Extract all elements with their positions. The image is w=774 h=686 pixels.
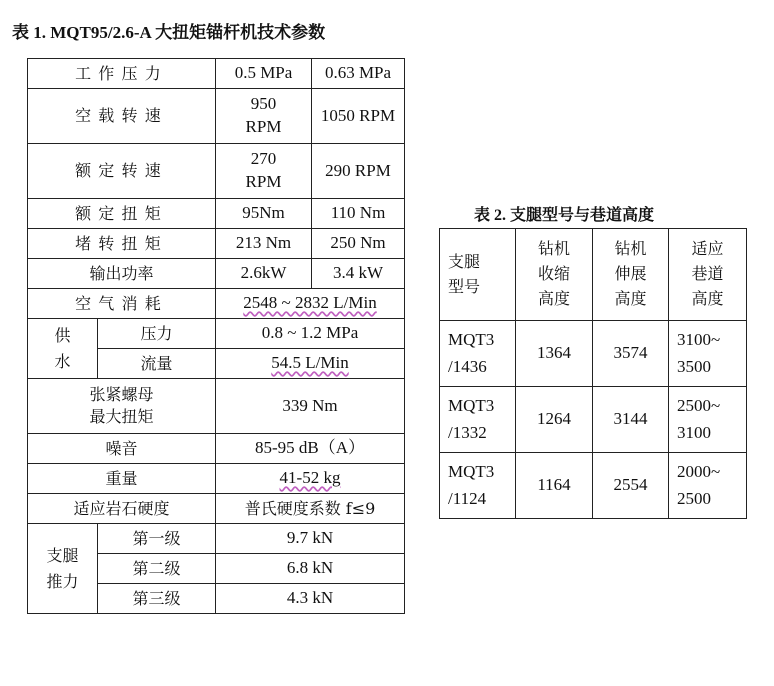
pressure-value-2: 0.63 MPa	[312, 59, 405, 89]
range-cell	[669, 321, 747, 387]
power-value-2: 3.4 kW	[312, 259, 405, 289]
table-row	[28, 259, 405, 289]
retract-cell: 1164	[516, 453, 593, 519]
water-flow-text: 54.5 L/Min	[271, 353, 349, 373]
water-pressure-value: 0.8 ~ 1.2 MPa	[216, 319, 405, 349]
table-row	[28, 319, 405, 349]
pressure-label: 工作压力	[28, 59, 216, 89]
water-flow-value	[216, 349, 405, 379]
noload-speed-value-2: 1050 RPM	[312, 89, 405, 144]
table-header-row	[440, 229, 747, 321]
weight-text: 41-52 kg	[279, 468, 341, 488]
power-label: 输出功率	[28, 259, 216, 289]
air-consumption-text: 2548 ~ 2832 L/Min	[243, 293, 377, 313]
pressure-value-1: 0.5 MPa	[216, 59, 312, 89]
range-cell	[669, 453, 747, 519]
header-leg-model-line2: 型号	[448, 276, 481, 296]
thrust-3-value: 4.3 kN	[216, 584, 405, 614]
water-flow-label: 流量	[98, 349, 216, 379]
rated-speed-value-1	[216, 144, 312, 199]
thrust-group-line2: 推力	[46, 571, 79, 591]
noise-label: 噪音	[28, 434, 216, 464]
header-leg-model-line1: 支腿	[448, 251, 481, 271]
table-row	[28, 434, 405, 464]
nut-torque-label-line2: 最大扭矩	[89, 407, 154, 426]
thrust-2-label: 第二级	[98, 554, 216, 584]
range-line2: 2500	[677, 488, 711, 508]
header-retract-line1: 钻机	[537, 239, 570, 259]
header-roadway-height	[669, 229, 747, 321]
rated-torque-label: 额定扭矩	[28, 199, 216, 229]
rated-speed-value-1-line1: 270	[250, 149, 277, 169]
table-row	[28, 464, 405, 494]
model-line2: /1124	[448, 488, 487, 508]
table-row	[440, 453, 747, 519]
thrust-3-label: 第三级	[98, 584, 216, 614]
air-consumption-label: 空气消耗	[28, 289, 216, 319]
range-line1: 3100~	[677, 330, 721, 350]
range-line1: 2000~	[677, 462, 721, 482]
model-cell	[440, 321, 516, 387]
thrust-group-label	[28, 524, 98, 614]
header-roadway-line3: 高度	[691, 288, 724, 308]
table-row	[440, 387, 747, 453]
table-row	[28, 59, 405, 89]
rock-hardness-label: 适应岩石硬度	[28, 494, 216, 524]
noload-speed-value-1-line1: 950	[250, 94, 277, 114]
table-row	[28, 379, 405, 434]
header-extend-line3: 高度	[614, 288, 647, 308]
range-line1: 2500~	[677, 396, 721, 416]
weight-value	[216, 464, 405, 494]
noload-speed-value-1	[216, 89, 312, 144]
table-row	[440, 321, 747, 387]
nut-torque-label-line1: 张紧螺母	[89, 385, 154, 405]
model-line1: MQT3	[448, 396, 495, 416]
model-cell	[440, 453, 516, 519]
header-retract-height	[516, 229, 593, 321]
model-line2: /1332	[448, 422, 487, 442]
stall-torque-label: 堵转扭矩	[28, 229, 216, 259]
stall-torque-value-1: 213 Nm	[216, 229, 312, 259]
retract-cell: 1364	[516, 321, 593, 387]
noise-value: 85-95 dB（A）	[216, 434, 405, 464]
table2-title: 表 2. 支腿型号与巷道高度	[474, 207, 655, 224]
air-consumption-value	[216, 289, 405, 319]
table-row	[28, 494, 405, 524]
header-retract-line2: 收缩	[537, 264, 570, 284]
power-value-1: 2.6kW	[216, 259, 312, 289]
extend-cell: 3144	[593, 387, 669, 453]
range-line2: 3500	[677, 356, 711, 376]
model-line1: MQT3	[448, 462, 495, 482]
extend-cell: 2554	[593, 453, 669, 519]
thrust-1-value: 9.7 kN	[216, 524, 405, 554]
water-supply-group-label	[28, 319, 98, 379]
table-row	[28, 199, 405, 229]
rock-hardness-value: 普氏硬度系数 f≤9	[216, 494, 405, 524]
header-retract-line3: 高度	[537, 288, 570, 308]
table-row	[28, 524, 405, 554]
model-line1: MQT3	[448, 330, 495, 350]
table-row	[28, 144, 405, 199]
nut-torque-value: 339 Nm	[216, 379, 405, 434]
rated-speed-label: 额定转速	[28, 144, 216, 199]
thrust-1-label: 第一级	[98, 524, 216, 554]
leg-model-table	[439, 228, 747, 519]
rated-torque-value-1: 95Nm	[216, 199, 312, 229]
range-cell	[669, 387, 747, 453]
water-supply-group-line1: 供	[54, 325, 71, 345]
water-supply-group-line2: 水	[54, 351, 71, 371]
table-row	[28, 229, 405, 259]
header-extend-line2: 伸展	[614, 264, 647, 284]
extend-cell: 3574	[593, 321, 669, 387]
table1-title: 表 1. MQT95/2.6-A 大扭矩锚杆机技术参数	[12, 23, 326, 42]
weight-label: 重量	[28, 464, 216, 494]
thrust-group-line1: 支腿	[46, 545, 79, 565]
header-extend-line1: 钻机	[614, 239, 647, 259]
rated-torque-value-2: 110 Nm	[312, 199, 405, 229]
retract-cell: 1264	[516, 387, 593, 453]
rated-speed-value-1-line2: RPM	[245, 172, 282, 191]
model-cell	[440, 387, 516, 453]
header-roadway-line2: 巷道	[691, 264, 724, 284]
table-row	[28, 89, 405, 144]
noload-speed-label: 空载转速	[28, 89, 216, 144]
range-line2: 3100	[677, 422, 711, 442]
specs-table	[27, 58, 405, 614]
rated-speed-value-2: 290 RPM	[312, 144, 405, 199]
header-roadway-line1: 适应	[691, 239, 724, 259]
model-line2: /1436	[448, 356, 487, 376]
noload-speed-value-1-line2: RPM	[245, 117, 282, 136]
table-row	[28, 289, 405, 319]
stall-torque-value-2: 250 Nm	[312, 229, 405, 259]
thrust-2-value: 6.8 kN	[216, 554, 405, 584]
header-leg-model	[440, 229, 516, 321]
header-extend-height	[593, 229, 669, 321]
nut-torque-label	[28, 379, 216, 434]
water-pressure-label: 压力	[98, 319, 216, 349]
